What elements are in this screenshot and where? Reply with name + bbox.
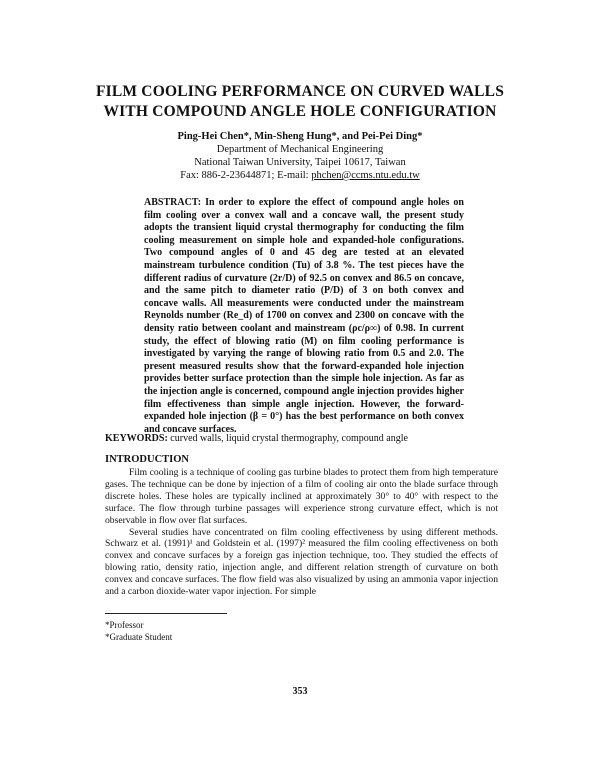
footnote-student: *Graduate Student bbox=[105, 632, 173, 642]
author-university: National Taiwan University, Taipei 10617, Taiwan bbox=[194, 157, 406, 168]
footnotes bbox=[105, 619, 172, 643]
fax-text: Fax: 886-2-23644871; E-mail: bbox=[180, 170, 312, 181]
author-names: Ping-Hei Chen*, Min-Sheng Hung*, and Pei-Pei Ding* bbox=[177, 131, 423, 142]
section-heading-introduction: INTRODUCTION bbox=[105, 454, 190, 465]
introduction-paragraph-2: Several studies have concentrated on film cooling effectiveness by using different methods. Schwarz et al. (1991)¹ and Goldstein et al. (1997)² measured the film cooling effectiveness on both convex and concave surfaces by a foreign gas injection technique, too. They studied the effects of blowing ratio, density ratio, injection angle, and different relation strength of curvature on both convex and concave surfaces. The flow field was also visualized by using an ammonia vapor injection and a carbon dioxide-water vapor injection. For simple bbox=[105, 526, 498, 598]
footnote-rule bbox=[105, 613, 227, 614]
keywords-text: curved walls, liquid crystal thermography, compound angle bbox=[167, 433, 408, 444]
keywords bbox=[105, 432, 545, 445]
introduction-paragraph-1: Film cooling is a technique of cooling gas turbine blades to protect them from high temperature gases. The technique can be done by injection of a film of cooling air onto the blade surface through discrete holes. These holes are typically inclined at approximately 30° to 40° with respect to the surface. The flow through turbine passages will experience strong curvature effect, which is not observable in flow over flat surfaces. bbox=[105, 467, 498, 526]
abstract bbox=[144, 197, 464, 436]
introduction-body bbox=[105, 467, 498, 598]
abstract-text: In order to explore the effect of compound angle holes on film cooling over a convex wall and a concave wall, the present study adopts the transient liquid crystal thermography for conducting the film cooling measurement on simple hole and expanded-hole configurations. Two compound angles of 0 and 45 deg are tested at an elevated mainstream turbulence condition (Tu) of 3.8 %. The test pieces have the different radius of curvature (2r/D) of 92.5 on convex and 86.5 on concave, and the same pitch to diameter ratio (P/D) of 3 on both convex and concave walls. All measurements were conducted under the mainstream Reynolds number (Re_d) of 1700 on convex and 2300 on concave with the density ratio between coolant and mainstream (ρc/ρ∞) of 0.98. In current study, the effect of blowing ratio (M) on film cooling performance is investigated by varying the range of blowing ratio from 0.5 and 2.0. The present measured results show that the forward-expanded hole injection provides better surface protection than the simple hole injection. As far as the injection angle is concerned, compound angle injection provides higher film effectiveness than simple angle injection. However, the forward-expanded hole injection (β = 0°) has the best performance on both convex and concave surfaces. bbox=[144, 197, 464, 435]
title-line-2: WITH COMPOUND ANGLE HOLE CONFIGURATION bbox=[103, 103, 497, 120]
abstract-label: ABSTRACT: bbox=[144, 197, 202, 208]
title-line-1: FILM COOLING PERFORMANCE ON CURVED WALLS bbox=[95, 83, 505, 100]
page-number: 353 bbox=[292, 686, 308, 697]
email-link[interactable]: phchen@ccms.ntu.edu.tw bbox=[311, 170, 420, 181]
footnote-professor: *Professor bbox=[105, 620, 144, 630]
paper-title bbox=[60, 82, 540, 122]
author-block bbox=[60, 130, 540, 182]
keywords-label: KEYWORDS: bbox=[105, 433, 168, 444]
author-contact bbox=[60, 169, 540, 182]
author-department: Department of Mechanical Engineering bbox=[216, 144, 384, 155]
